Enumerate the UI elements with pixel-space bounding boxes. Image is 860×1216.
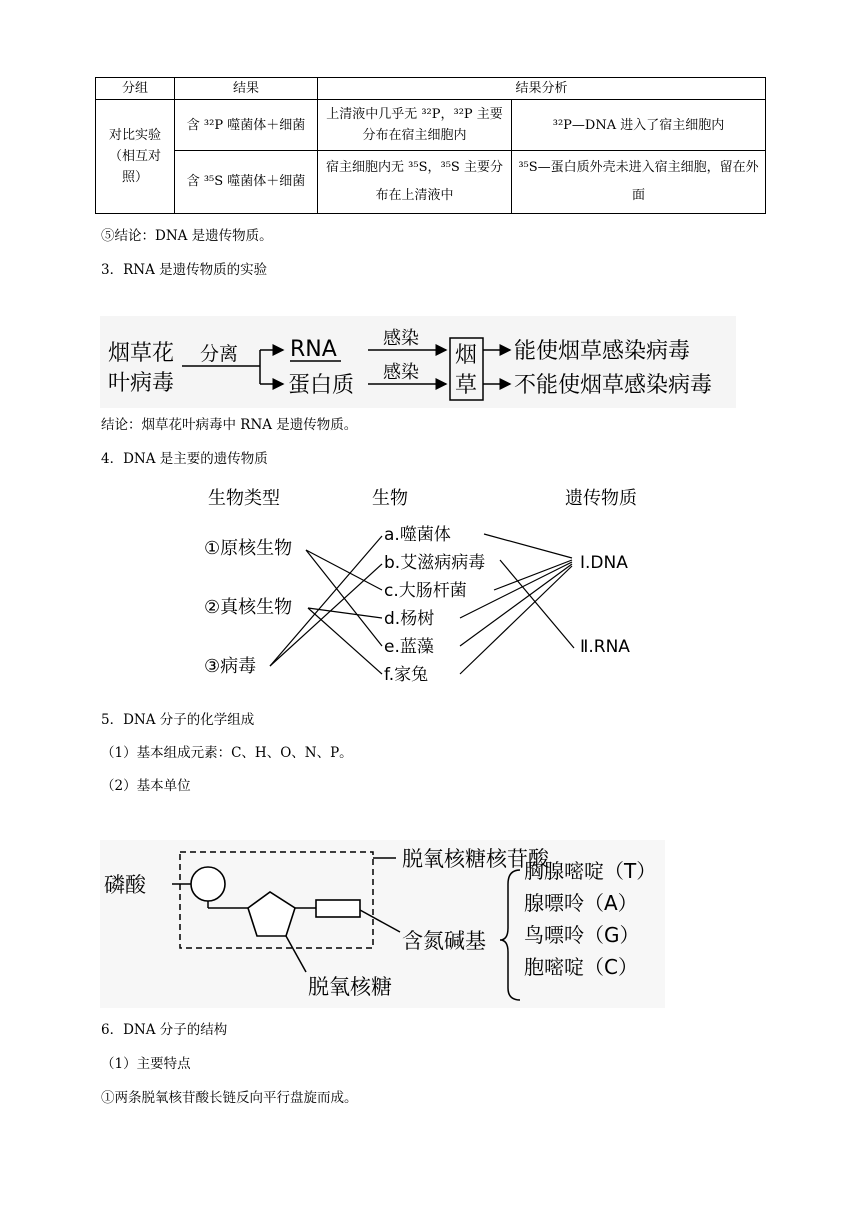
rna-experiment-figure [100,316,736,408]
type-virus: ③病毒 [204,656,257,677]
para-6-1: （1）主要特点 [101,1056,191,1072]
nucleotide-svg [100,840,665,1008]
col-title-type: 生物类型 [208,488,280,509]
header-group: 分组 [96,78,175,100]
organism-b: b.艾滋病病毒 [384,553,486,573]
sugar-label: 脱氧核糖 [308,975,392,999]
heading-4: 4．DNA 是主要的遗传物质 [101,451,268,467]
analysis-cell: 上清液中几乎无 ³²P，³²P 主要分布在宿主细胞内 [318,100,512,151]
para-6-2: ①两条脱氧核苷酸长链反向平行盘旋而成。 [101,1090,358,1106]
genetic-material-figure [194,478,657,696]
base-guanine: 鸟嘌呤（G） [524,923,640,947]
type-prokaryote: ①原核生物 [204,538,293,559]
rna-label: RNA [290,337,337,362]
separate-label: 分离 [200,343,239,365]
analysis-cell: 宿主细胞内无 ³⁵S，³⁵S 主要分布在上清液中 [318,151,512,214]
col-title-material: 遗传物质 [565,488,637,509]
heading-6: 6．DNA 分子的结构 [101,1022,228,1038]
group-cell [96,100,175,214]
organism-d: d.杨树 [384,609,435,629]
col-title-organism: 生物 [372,488,408,509]
tobacco-char-1: 烟 [455,343,478,368]
base-label: 含氮碱基 [402,929,486,953]
header-analysis: 结果分析 [318,78,766,100]
table-row [96,151,766,214]
nucleotide-figure [100,840,665,1008]
phosphate-label: 磷酸 [104,873,146,897]
organism-f: f.家兔 [384,665,429,685]
nucleotide-label: 脱氧核糖核苷酸 [402,847,549,871]
analysis-cell: ³²P—DNA 进入了宿主细胞内 [512,100,766,151]
header-result: 结果 [175,78,318,100]
material-rna: Ⅱ.RNA [580,637,630,657]
para-5-1: （1）基本组成元素：C、H、O、N、P。 [101,745,353,761]
organism-c: c.大肠杆菌 [384,581,467,601]
para-5-2: （2）基本单位 [101,778,191,794]
result-infect: 能使烟草感染病毒 [514,339,691,364]
base-adenine: 腺嘌呤（A） [524,891,638,915]
heading-5: 5．DNA 分子的化学组成 [101,712,255,728]
organism-e: e.蓝藻 [384,637,434,657]
conclusion-dna: ⑤结论：DNA 是遗传物质。 [101,228,273,244]
infect-label-2: 感染 [383,362,419,383]
virus-line1: 烟草花 [108,341,175,366]
genetic-material-svg [194,478,657,696]
analysis-cell: ³⁵S—蛋白质外壳未进入宿主细胞，留在外面 [512,151,766,214]
protein-label: 蛋白质 [288,373,355,398]
tobacco-char-2: 草 [455,373,478,398]
organism-a: a.噬菌体 [384,525,451,545]
base-cytosine: 胞嘧啶（C） [524,955,638,979]
rna-experiment-svg [100,316,736,408]
result-cell: 含 ³⁵S 噬菌体＋细菌 [175,151,318,214]
results-table [95,77,766,214]
group-label: 对比实验（相互对照） [108,128,161,185]
material-dna: Ⅰ.DNA [580,553,628,573]
heading-3: 3．RNA 是遗传物质的实验 [101,262,268,278]
table-row [96,100,766,151]
virus-line2: 叶病毒 [108,371,175,396]
base-thymine: 胸腺嘧啶（T） [524,859,657,883]
type-eukaryote: ②真核生物 [204,597,293,618]
result-no-infect: 不能使烟草感染病毒 [514,373,713,398]
result-cell: 含 ³²P 噬菌体＋细菌 [175,100,318,151]
table-header-row [96,78,766,100]
conclusion-rna: 结论：烟草花叶病毒中 RNA 是遗传物质。 [101,417,358,433]
infect-label-1: 感染 [383,328,419,349]
